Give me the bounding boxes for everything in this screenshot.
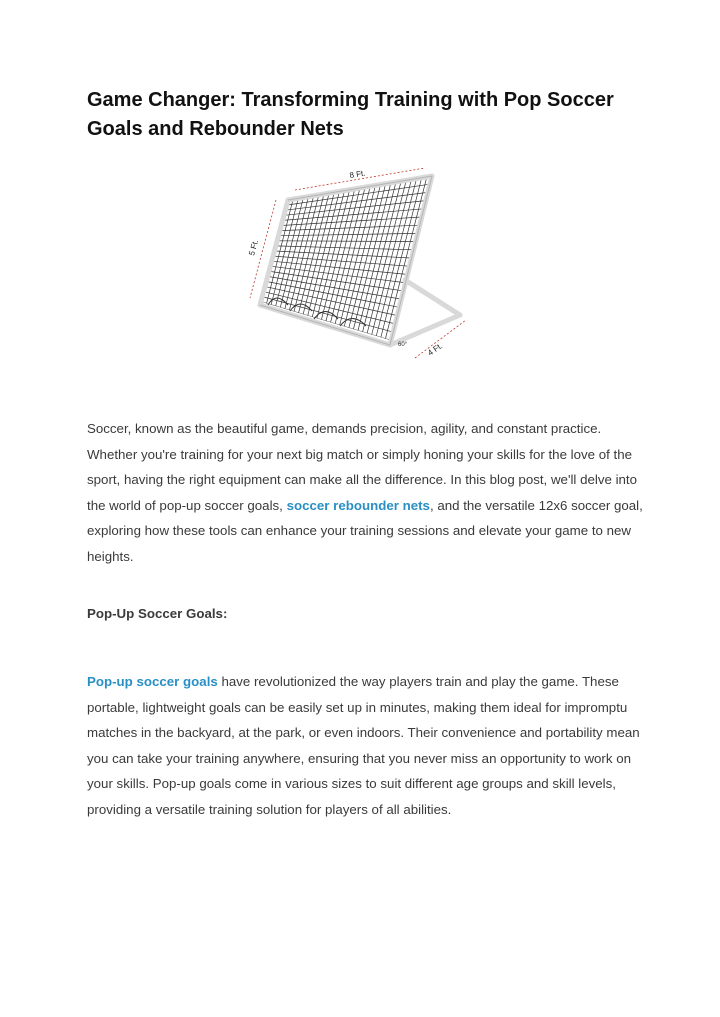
rebounder-net-image (240, 160, 480, 380)
section-paragraph (87, 669, 647, 823)
soccer-rebounder-nets-link[interactable]: soccer rebounder nets (286, 497, 430, 513)
height-label: 5 Ft. (247, 238, 261, 257)
intro-text: Soccer, known as the beautiful game, demands precision, agility, and constant practice. Whether you're training for your next big match or simply honing your skills for the love of the sport, having the right equipment can make all the difference. In this blog post, we'll delve into the world of pop-up soccer goals, (87, 421, 638, 513)
section-text: have revolutionized the way players train and play the game. These portable, lightweight goals can be easily set up in minutes, making them ideal for impromptu matches in the backyard, at the park, or even indoors. Their convenience and portability mean you can take your training anywhere, ensuring that you never miss an opportunity to work on your skills. Pop-up goals come in various sizes to suit different age groups and skill levels, providing a versatile training solution for players of all abilities. (87, 674, 640, 817)
angle-label: 60° (398, 342, 408, 348)
article-title: Game Changer: Transforming Training with Pop Soccer Goals and Rebounder Nets (87, 89, 614, 140)
rebounder-net-illustration (240, 160, 480, 380)
pop-up-soccer-goals-link[interactable]: Pop-up soccer goals (87, 674, 218, 689)
section-heading: Pop-Up Soccer Goals: (87, 606, 228, 621)
depth-label: 4 Ft. (425, 341, 445, 358)
intro-paragraph (87, 416, 647, 570)
width-label: 8 Ft. (348, 168, 367, 180)
net-frame (260, 176, 460, 345)
intro-text-continued: , and the versatile 12x6 soccer goal, exploring how these tools can enhance your training sessions and elevate your game to new heights. (87, 497, 643, 564)
